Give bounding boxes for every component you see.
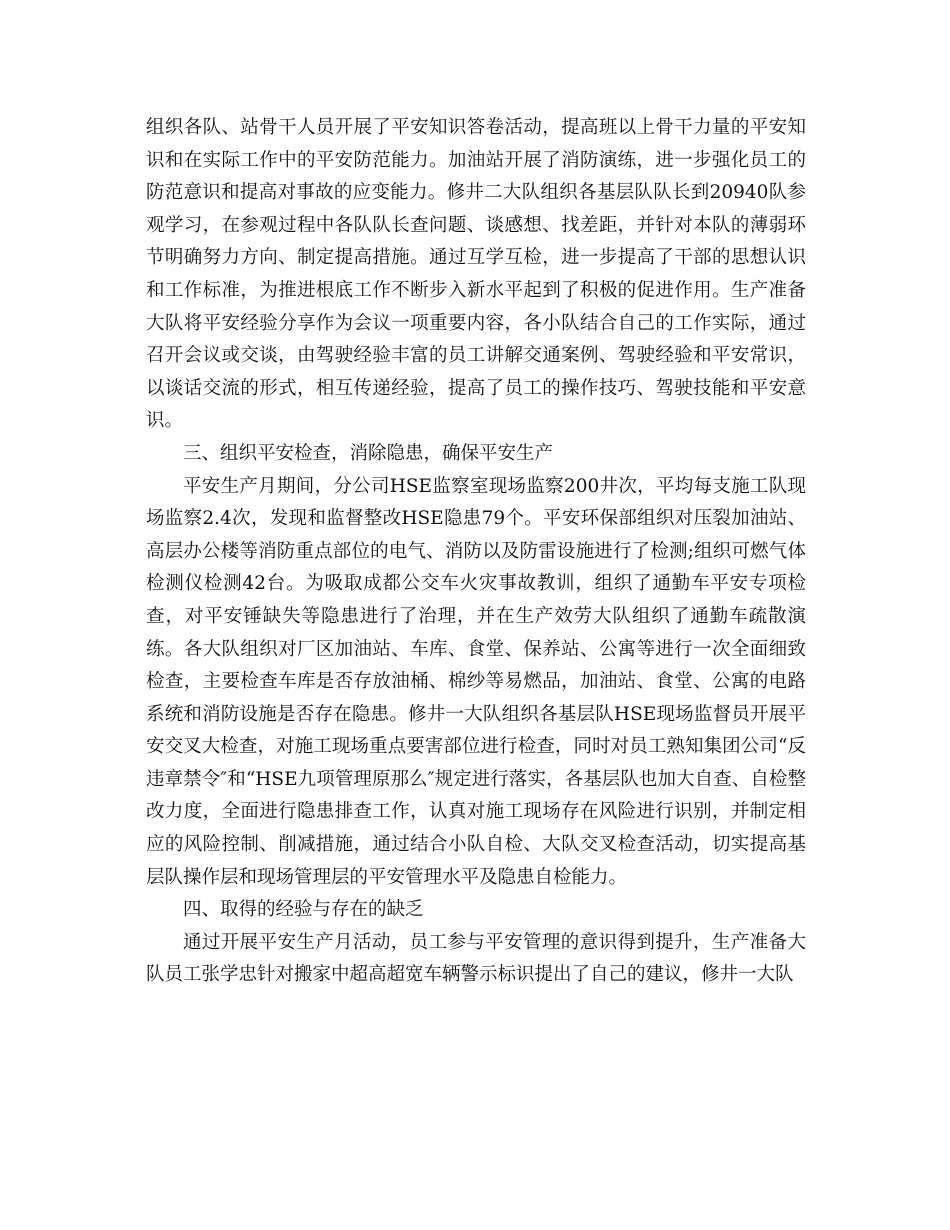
- paragraph-safety-inspection: 平安生产月期间，分公司HSE监察室现场监察200井次，平均每支施工队现场监察2.4次，发现和监督整改HSE隐患79个。平安环保部组织对压裂加油站、高层办公楼等消防重点部位的电气、消防以及防雷设施进行了检测;组织可燃气体检测仪检测42台。为吸取成都公交车火灾事故教训，组织了通勤车平安专项检查，对平安锤缺失等隐患进行了治理，并在生产效劳大队组织了通勤车疏散演练。各大队组织对厂区加油站、车库、食堂、保养站、公寓等进行一次全面细致检查，主要检查车库是否存放油桶、棉纱等易燃品，加油站、食堂、公寓的电路系统和消防设施是否存在隐患。修井一大队组织各基层队HSE现场监督员开展平安交叉大检查，对施工现场重点要害部位进行检查，同时对员工熟知集团公司“反违章禁令″和“HSE九项管理原那么″规定进行落实，各基层队也加大自查、自检整改力度，全面进行隐患排查工作，认真对施工现场存在风险进行识别，并制定相应的风险控制、削减措施，通过结合小队自检、大队交叉检查活动，切实提高基层队操作层和现场管理层的平安管理水平及隐患自检能力。: [146, 475, 806, 888]
- paragraph-safety-training-continued: 组织各队、站骨干人员开展了平安知识答卷活动，提高班以上骨干力量的平安知识和在实际工作中的平安防范能力。加油站开展了消防演练，进一步强化员工的防范意识和提高对事故的应变能力。修井二大队组织各基层队队长到20940队参观学习，在参观过程中各队队长查问题、谈感想、找差距，并针对本队的薄弱环节明确努力方向、制定提高措施。通过互学互检，进一步提高了干部的思想认识和工作标准，为推进根底工作不断步入新水平起到了积极的促进作用。生产准备大队将平安经验分享作为会议一项重要内容，各小队结合自己的工作实际，通过召开会议或交谈，由驾驶经验丰富的员工讲解交通案例、驾驶经验和平安常识，以谈话交流的形式，相互传递经验，提高了员工的操作技巧、驾驶技能和平安意识。: [146, 117, 806, 432]
- section-heading-experience-shortcomings: 四、取得的经验与存在的缺乏: [183, 899, 424, 921]
- section-heading-safety-inspection: 三、组织平安检查，消除隐患，确保平安生产: [183, 442, 554, 464]
- document-body: [146, 112, 806, 992]
- paragraph-experience: 通过开展平安生产月活动，员工参与平安管理的意识得到提升，生产准备大队员工张学忠针对搬家中超高超宽车辆警示标识提出了自己的建议，修井一大队: [146, 931, 806, 986]
